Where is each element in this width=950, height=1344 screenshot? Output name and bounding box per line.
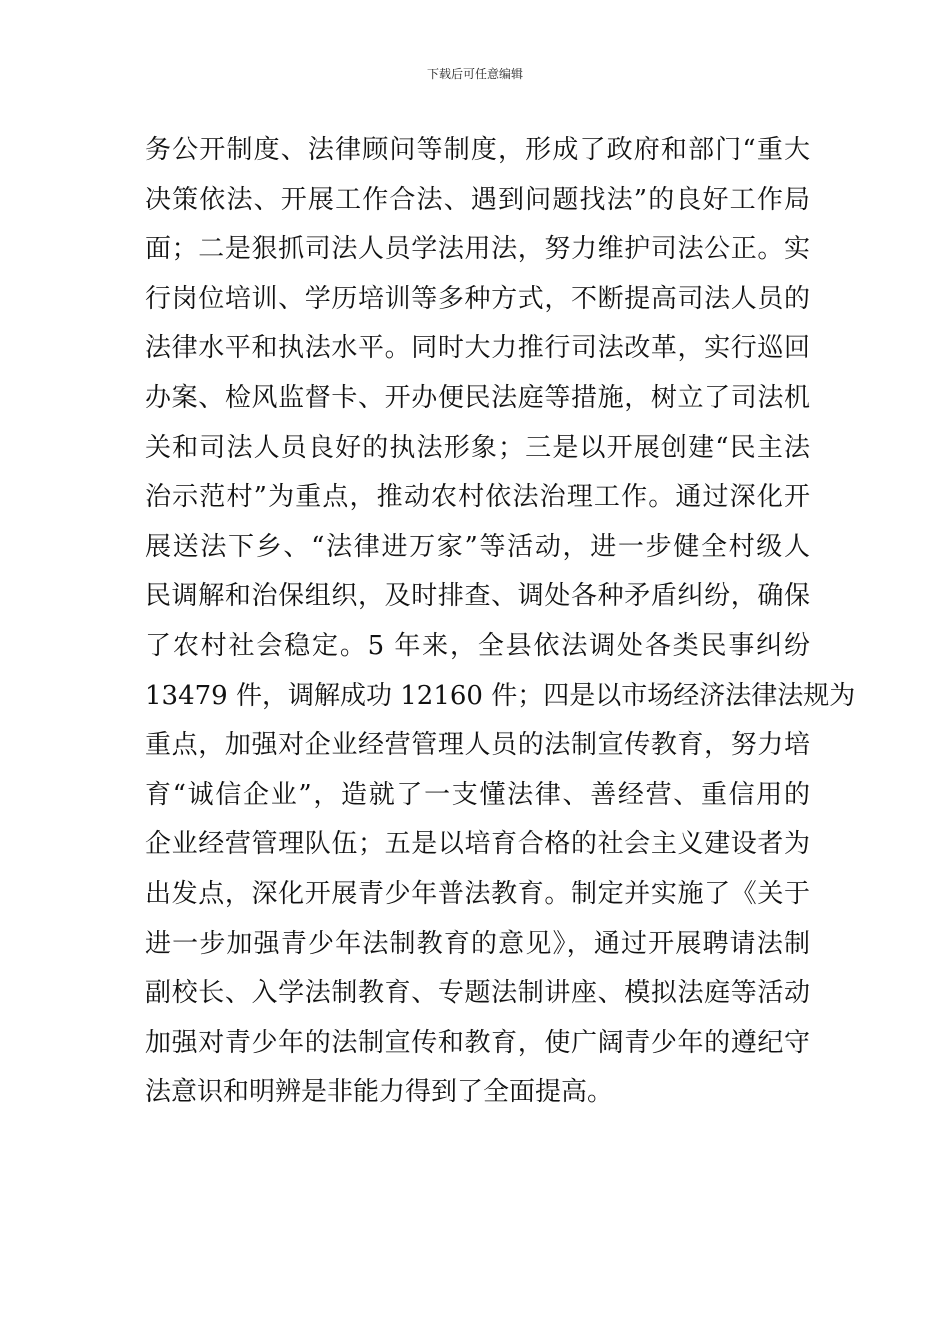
text-line: 面；二是狠抓司法人员学法用法，努力维护司法公正。实 [145,234,810,265]
text-line: 出发点，深化开展青少年普法教育。制定并实施了《关于 [145,878,810,909]
text-line: 企业经营管理队伍；五是以培育合格的社会主义建设者为 [145,829,810,860]
text-line: 法律水平和执法水平。同时大力推行司法改革，实行巡回 [145,333,810,364]
text-line: 办案、检风监督卡、开办便民法庭等措施，树立了司法机 [145,382,810,413]
text-line: 务公开制度、法律顾问等制度，形成了政府和部门“重大 [145,135,810,165]
body-paragraph [145,126,856,1118]
page-header-note: 下载后可任意编辑 [426,67,523,81]
text-line: 13479 件，调解成功 12160 件；四是以市场经济法律法规为 [145,680,856,711]
text-line: 关和司法人员良好的执法形象；三是以开展创建“民主法 [145,432,810,463]
text-line: 副校长、入学法制教育、专题法制讲座、模拟法庭等活动 [145,978,810,1009]
text-line: 行岗位培训、学历培训等多种方式，不断提高司法人员的 [145,283,810,314]
text-line: 治示范村”为重点，推动农村依法治理工作。通过深化开 [145,482,810,513]
text-line: 重点，加强对企业经营管理人员的法制宣传教育，努力培 [145,730,810,761]
text-line: 展送法下乡、“法律进万家”等活动，进一步健全村级人 [145,531,810,562]
text-line: 进一步加强青少年法制教育的意见》，通过开展聘请法制 [145,928,810,959]
text-line: 加强对青少年的法制宣传和教育，使广阔青少年的遵纪守 [145,1027,810,1058]
text-line: 民调解和治保组织，及时排查、调处各种矛盾纠纷，确保 [145,581,810,612]
text-line: 法意识和明辨是非能力得到了全面提高。 [145,1077,614,1108]
text-line: 了农村社会稳定。5 年来，全县依法调处各类民事纠纷 [145,630,810,661]
text-line: 育“诚信企业”，造就了一支懂法律、善经营、重信用的 [145,779,810,810]
text-line: 决策依法、开展工作合法、遇到问题找法”的良好工作局 [145,184,810,215]
